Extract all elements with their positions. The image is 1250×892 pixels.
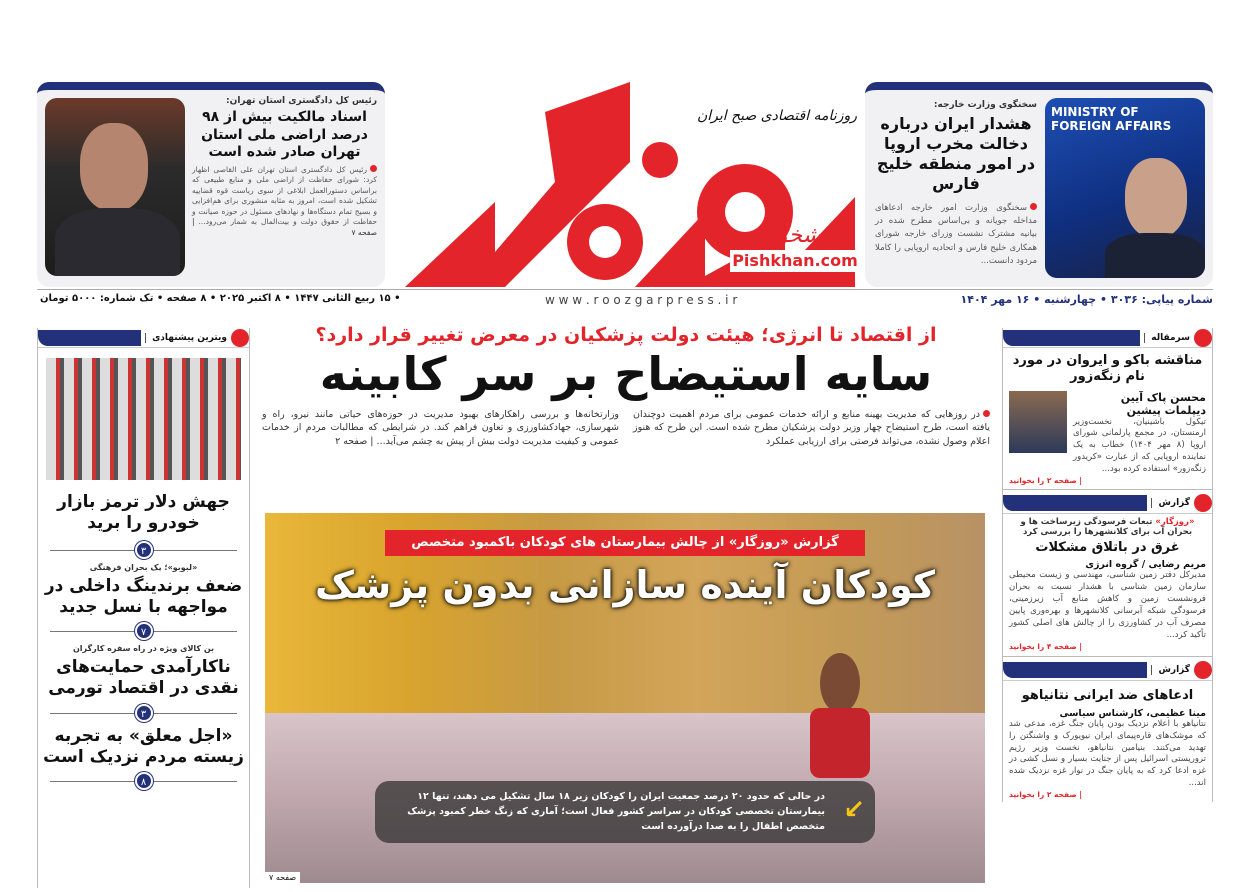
section-label: ویترین پیشنهادی: [145, 333, 227, 343]
left-item-headline[interactable]: جهش دلار ترمز بازار خودرو را برید: [57, 492, 230, 534]
section-icon: [231, 329, 249, 347]
spokesman-photo: [1045, 98, 1205, 278]
report-kicker-brand: «روزگار»: [1155, 516, 1195, 527]
right-column: [1002, 328, 1213, 802]
watermark-url[interactable]: Pishkhan.com: [730, 250, 860, 272]
read-more-link[interactable]: | صفحه ۲ را بخوانید: [1009, 790, 1082, 800]
top-right-kicker: سخنگوی وزارت خارجه:: [933, 100, 1037, 110]
top-left-body: رئیس کل دادگستری استان تهران علی القاصی اظهار کرد: شورای حفاظت از اراضی ملی و منابع طبیعی که براساس دستورالعمل ابلاغی از سوی ریاست قوه قضاییه تشکیل شده است، امروز به مثابه منشوری برای هم‌افزایی و بسیج تمام دستگاه‌ها و نهادهای مسئول در حوزه صیانت و حفاظت از حقوق دولت و بیت‌المال به شمار می‌رود...: [192, 164, 377, 226]
top-left-kicker: رئیس کل دادگستری استان تهران:: [226, 96, 377, 106]
watermark: [730, 222, 860, 272]
lead-body-left: وزارتخانه‌ها و بررسی راهکارهای بهبود مدیریت در حوزه‌های حیاتی مانند نیرو، راه و شهرسازی، جهادکشاورزی و تعاون فراهم کند. در شرایطی که مطالبات مردم از خدمات عمومی و کیفیت مدیریت دولت بیش از پیش به چشم می‌آید...: [262, 408, 619, 448]
editorial-body: تیکول باشینیان، نخست‌وزیر ارمنستان، در مجمع پارلمانی شورای اروپا (۸ مهر ۱۴۰۴) خطاب به یک نماینده اروپایی که از عبارت «کریدور زنگه‌زور» استفاده کرده بود...: [1073, 416, 1207, 475]
report-author: مینا عظیمی، کارشناس سیاسی: [1059, 707, 1206, 719]
report-body: نتانیاهو با اعلام نزدیک بودن پایان جنگ غزه، مدعی شد که موشک‌های قاره‌پیمای ایران نیویورک و واشنگتن را تهدید می‌کنند. بنیامین نتانیاهو، نخست وزیر رژیم تروریستی اسرائیل پس از جنایت بسیار و نسل کشی در غزه ادعا کرد که به پایان جنگ در نوار غزه نزدیک شده اند...: [1009, 718, 1206, 789]
left-item[interactable]: [38, 480, 249, 559]
section-header: [38, 328, 249, 348]
left-column: [37, 328, 250, 888]
author-role: دیپلمات پیشین: [1126, 403, 1206, 417]
read-more-link[interactable]: | صفحه ۲ را بخوانید: [1009, 475, 1082, 485]
lead-kicker: از اقتصاد تا انرژی؛ هیئت دولت پزشکیان در معرض تغییر قرار دارد؟: [315, 324, 937, 346]
watermark-fa: پیشخوان: [754, 223, 836, 248]
section-header: [1003, 328, 1212, 348]
section-label: گزارش: [1151, 498, 1190, 508]
section-icon: [1194, 494, 1212, 512]
tagline: روزنامه اقتصادی صبح ایران: [696, 108, 857, 124]
feature-headline[interactable]: کودکان آینده سازانی بدون پزشک: [314, 563, 936, 607]
report-headline[interactable]: ادعاهای ضد ایرانی نتانیاهو: [1021, 687, 1194, 703]
date-price-info: • ۱۵ ربیع الثانی ۱۴۴۷ • ۸ اکتبر ۲۰۲۵ • ۸ صفحه • تک شماره: ۵۰۰۰ تومان: [40, 293, 401, 304]
feature-page: صفحه ۷: [265, 872, 300, 883]
section-label: گزارش: [1151, 665, 1190, 675]
left-item[interactable]: [38, 563, 249, 641]
feature-caption-box: [375, 781, 875, 843]
author-photo: [1009, 391, 1067, 453]
read-more-link[interactable]: | صفحه ۴ را بخوانید: [1009, 641, 1082, 651]
top-right-headline[interactable]: هشدار ایران درباره دخالت مخرب اروپا در امور منطقه خلیج فارس: [876, 114, 1036, 193]
left-item-kicker: «لبوبو»؛ یک بحران فرهنگی: [89, 562, 198, 572]
author-name: محسن پاک آیین: [1120, 390, 1206, 404]
section-header: [1003, 661, 1212, 681]
page-number-badge: ۷: [135, 622, 153, 640]
left-item[interactable]: [38, 644, 249, 722]
lead-body-right: در روزهایی که مدیریت بهینه منابع و ارائه خدمات عمومی برای مردم اهمیت دوچندان یافته است، طرح استیضاح چهار وزیر دولت پزشکیان مطرح شده است. این طرح که هنوز اعلام وصول نشده، می‌تواند فرصتی برای ارزیابی عملکرد: [633, 408, 990, 448]
issue-info: شماره پیاپی: ۳۰۳۶ • چهارشنبه • ۱۶ مهر ۱۴۰۴: [960, 293, 1213, 306]
left-item-headline[interactable]: ناکارآمدی حمایت‌های نقدی در اقتصاد تورمی: [48, 657, 239, 699]
top-right-story[interactable]: [865, 82, 1213, 287]
report-1[interactable]: [1003, 494, 1212, 657]
lead-page: | صفحه ۲: [335, 436, 374, 448]
page-number-badge: ۳: [135, 541, 153, 559]
left-item-headline[interactable]: ضعف برندینگ داخلی در مواجهه با نسل جدید: [44, 575, 243, 617]
page-number-badge: ۸: [135, 772, 153, 790]
bullet-icon: [1030, 203, 1037, 210]
report-author: مریم رضایی / گروه انرژی: [1085, 559, 1206, 571]
report-kicker: تبعات فرسودگی زیرساخت ها و بحران آب برای کلانشهرها را بررسی کرد: [1020, 516, 1193, 537]
editorial[interactable]: [1003, 328, 1212, 490]
feature-caption: در حالی که حدود ۲۰ درصد جمعیت ایران را کودکان زیر ۱۸ سال تشکیل می دهند، تنها ۱۲ بیمارستان تخصصی کودکان در سراسر کشور فعال است؛ آماری که زنگ خطر کمبود پزشک متخصص اطفال را به صدا درآورده است: [407, 791, 825, 833]
website[interactable]: w w w . r o o z g a r p r e s s . i r: [545, 293, 738, 307]
left-item[interactable]: [38, 726, 249, 791]
bullet-icon: [983, 410, 990, 417]
photo-backdrop-text: MINISTRY OF FOREIGN AFFAIRS: [1051, 105, 1172, 133]
car-lot-photo: [46, 358, 241, 480]
section-header: [1003, 494, 1212, 514]
judiciary-chief-photo: [45, 98, 185, 276]
lead-headline[interactable]: سایه استیضاح بر سر کابینه: [319, 347, 933, 401]
top-left-headline[interactable]: اسناد مالکیت بیش از ۹۸ درصد اراضی ملی استان تهران صادر شده است: [201, 109, 368, 160]
bullet-icon: [370, 165, 377, 172]
section-icon: [1194, 329, 1212, 347]
report-headline[interactable]: غرق در باتلاق مشکلات: [1035, 539, 1180, 555]
report-body: مدیرکل دفتر زمین شناسی، مهندسی و زیست محیطی سازمان زمین شناسی با هشدار نسبت به بحران فرونشست زمین و کاهش منابع آب زیرزمینی، فرسودگی شبکه آبرسانی کلانشهرها و بهره‌وری پایین مصرف آب در کشاورزی را از چالش های اصلی کشور تأکید کرد...: [1009, 570, 1206, 640]
editorial-headline[interactable]: مناقشه باکو و ایروان در مورد نام زنگه‌زور: [1012, 353, 1203, 385]
section-label: سرمقاله: [1144, 333, 1190, 343]
feature-kicker: گزارش «روزگار» از چالش بیمارستان های کودکان باکمبود متخصص: [385, 530, 865, 556]
feature-story[interactable]: [265, 513, 985, 883]
dateline-rule: [37, 289, 1213, 290]
left-item-headline[interactable]: «اجل معلق» به تجربه زیسته مردم نزدیک است: [43, 725, 244, 767]
report-2[interactable]: [1003, 661, 1212, 803]
top-right-body: سخنگوی وزارت امور خارجه ادعاهای مداخله جویانه و بی‌اساس مطرح شده در بیانیه مشترک نشست وزرای خارجه شورای همکاری خلیج فارس و اتحادیه اروپایی را کاملا مردود دانست...: [875, 203, 1037, 266]
top-left-page: | صفحه ۷: [192, 217, 377, 237]
top-left-story[interactable]: [37, 82, 385, 287]
page-number-badge: ۳: [135, 704, 153, 722]
section-icon: [1194, 661, 1212, 679]
lead-story[interactable]: [262, 324, 990, 449]
left-item-kicker: بن کالای ویژه در راه سفره کارگران: [72, 644, 215, 653]
arrow-icon: ↙: [843, 795, 865, 825]
